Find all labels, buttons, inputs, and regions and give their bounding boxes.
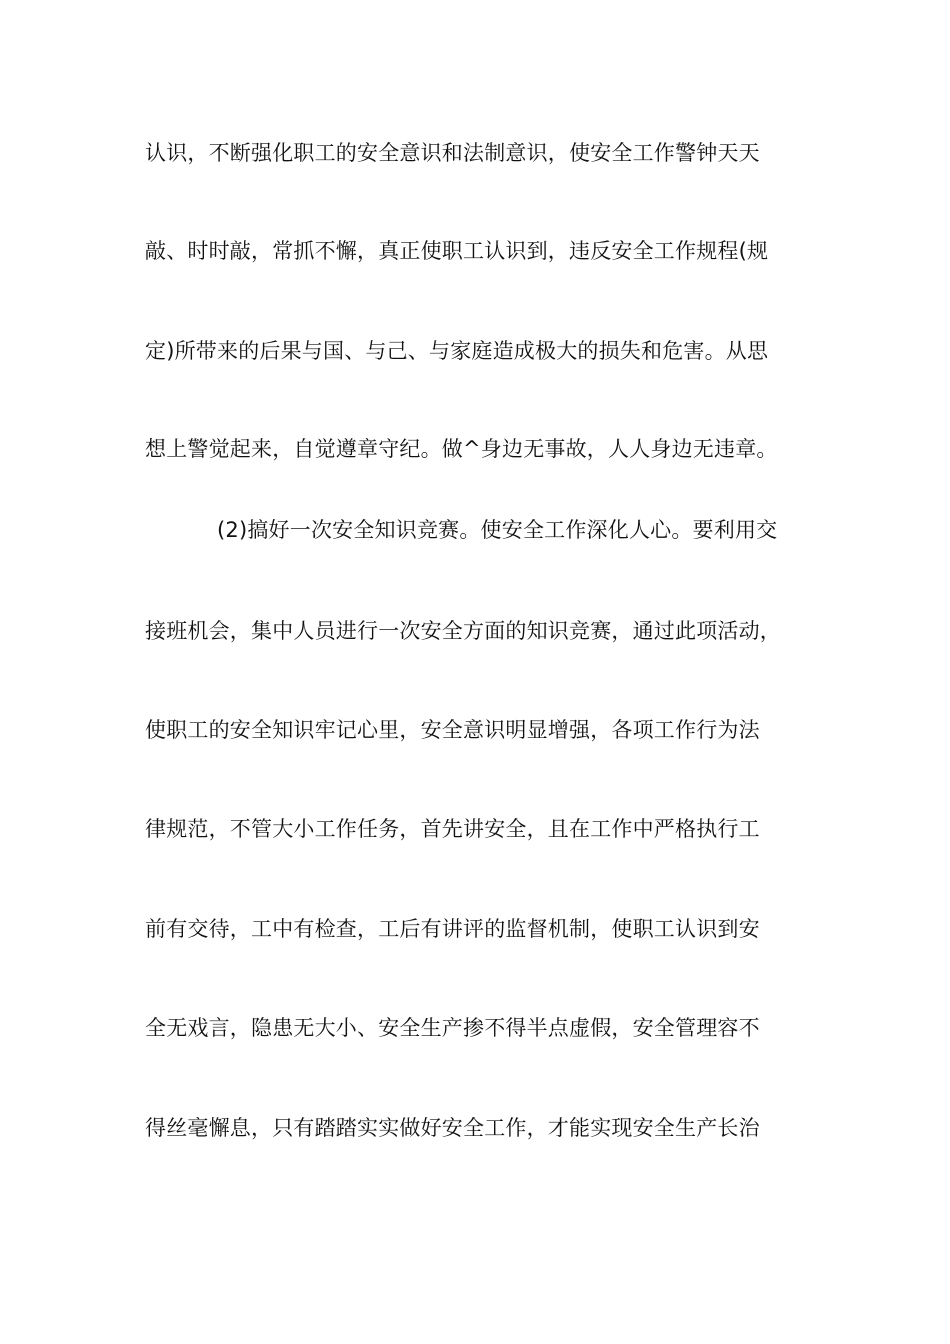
text-line: 接班机会，集中人员进行一次安全方面的知识竞赛，通过此项活动， <box>145 619 781 643</box>
text-line: 想上警觉起来，自觉遵章守纪。做^身边无事故，人人身边无违章。 <box>145 437 778 461</box>
text-line: 认识，不断强化职工的安全意识和法制意识，使安全工作警钟天天 <box>145 141 760 165</box>
text-line: 使职工的安全知识牢记心里，安全意识明显增强，各项工作行为法 <box>145 718 760 742</box>
text-line: 定)所带来的后果与国、与己、与家庭造成极大的损失和危害。从思 <box>145 339 769 363</box>
text-line: 前有交待，工中有检查，工后有讲评的监督机制，使职工认识到安 <box>145 917 760 941</box>
text-line: 得丝毫懈息，只有踏踏实实做好安全工作，才能实现安全生产长治 <box>145 1116 760 1140</box>
text-line: 律规范，不管大小工作任务，首先讲安全，且在工作中严格执行工 <box>145 817 760 841</box>
paragraph-first-line: (2)搞好一次安全知识竞赛。使安全工作深化人心。要利用交 <box>217 518 778 542</box>
text-line: 全无戏言，隐患无大小、安全生产掺不得半点虚假，安全管理容不 <box>145 1016 760 1040</box>
text-line: 敲、时时敲，常抓不懈，真正使职工认识到，违反安全工作规程(规 <box>145 239 769 263</box>
